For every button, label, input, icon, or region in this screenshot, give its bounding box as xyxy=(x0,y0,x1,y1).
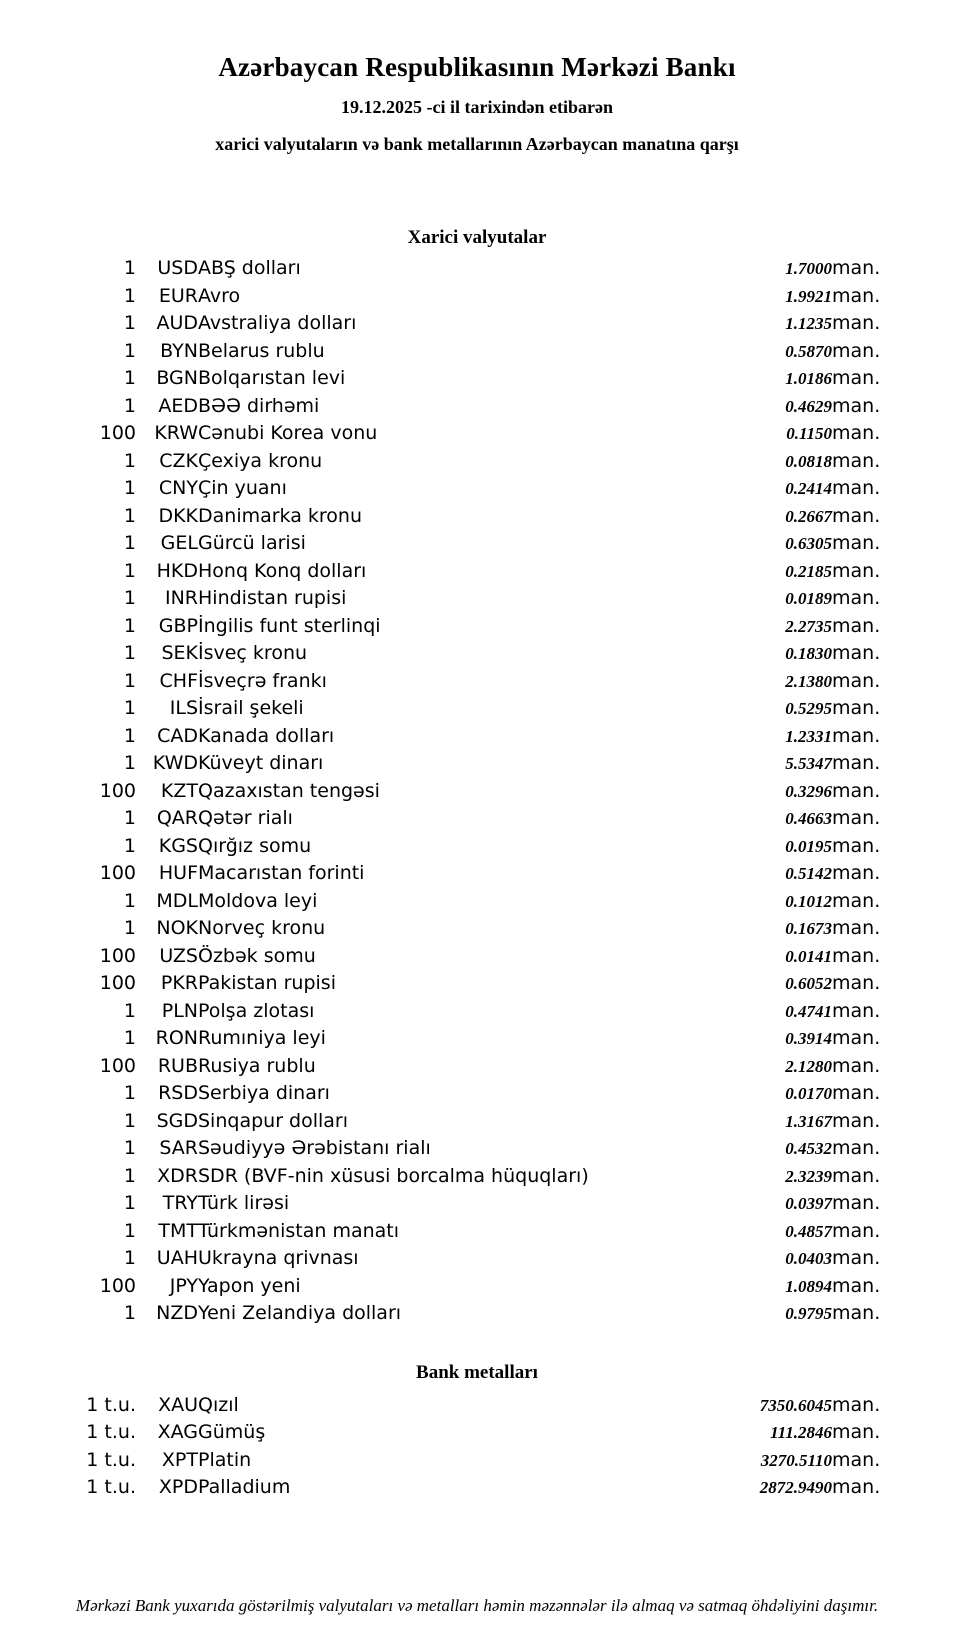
rate-unit: man. xyxy=(832,559,881,582)
rate-quantity: 100 xyxy=(99,1274,136,1297)
table-row xyxy=(60,338,894,366)
rate-name: Norveç kronu xyxy=(198,917,326,939)
rate-code: DKK xyxy=(158,504,198,527)
rate-name: Serbiya dinarı xyxy=(198,1082,330,1104)
table-row xyxy=(60,1300,894,1328)
rate-code: RUB xyxy=(157,1054,198,1077)
table-row xyxy=(60,1053,894,1081)
rate-value: 2.1280 xyxy=(785,1056,832,1076)
rate-quantity: 1 xyxy=(123,504,136,527)
rate-code: JPY xyxy=(169,1274,198,1297)
rate-code: PKR xyxy=(160,972,198,994)
rate-value: 111.2846 xyxy=(770,1423,832,1442)
table-row xyxy=(60,860,894,888)
rate-code: INR xyxy=(164,587,198,609)
rate-unit: man. xyxy=(832,889,881,912)
rate-unit: man. xyxy=(832,1274,881,1297)
rate-quantity: 1 xyxy=(123,312,136,334)
rate-code: XAG xyxy=(157,1421,198,1443)
rate-name: Yeni Zelandiya dolları xyxy=(198,1302,402,1324)
table-row xyxy=(60,1392,894,1420)
rate-unit: man. xyxy=(832,339,881,362)
rate-name: Avro xyxy=(198,284,241,307)
metals-table xyxy=(60,1392,894,1502)
table-row xyxy=(60,1190,894,1218)
rate-code: CZK xyxy=(159,449,198,472)
rate-unit: man. xyxy=(832,669,881,692)
rate-name: İsveç kronu xyxy=(198,642,308,664)
table-row xyxy=(60,1419,894,1447)
table-row xyxy=(60,558,894,586)
rate-quantity: 1 xyxy=(123,834,136,857)
rate-unit: man. xyxy=(832,944,881,967)
table-row xyxy=(60,778,894,806)
rate-value: 7350.6045 xyxy=(759,1395,832,1415)
currencies-heading: Xarici valyutalar xyxy=(407,227,547,248)
rate-unit: man. xyxy=(832,1476,881,1498)
rate-value: 0.0170 xyxy=(785,1084,832,1103)
rate-name: Gürcü larisi xyxy=(198,532,306,554)
rate-code: ILS xyxy=(169,697,198,719)
rate-name: Çexiya kronu xyxy=(198,449,323,472)
rate-name: Palladium xyxy=(198,1476,291,1498)
rate-name: ABŞ dolları xyxy=(198,257,301,279)
rate-value: 5.5347 xyxy=(785,754,832,773)
rate-quantity: 1 xyxy=(123,1164,136,1187)
rate-quantity: 1 xyxy=(123,642,136,664)
rate-quantity: 1 xyxy=(123,1027,136,1049)
rate-unit: man. xyxy=(832,834,881,857)
rate-value: 0.6305 xyxy=(785,534,832,553)
rate-code: UAH xyxy=(156,1247,198,1269)
rate-quantity: 1 xyxy=(123,1302,136,1324)
rate-unit: man. xyxy=(832,422,881,444)
rate-quantity: 1 t.u. xyxy=(86,1393,136,1416)
currencies-table-body xyxy=(60,255,894,1328)
rate-name: Yapon yeni xyxy=(198,1274,301,1297)
rate-name: Belarus rublu xyxy=(198,339,325,362)
table-row xyxy=(60,420,894,448)
table-row xyxy=(60,585,894,613)
rate-quantity: 1 xyxy=(123,449,136,472)
rate-code: KZT xyxy=(160,779,198,802)
rate-name: Türk lirəsi xyxy=(198,1192,290,1214)
rate-quantity: 1 xyxy=(123,889,136,912)
table-row xyxy=(60,393,894,421)
rate-code: TMT xyxy=(158,1219,198,1242)
rate-quantity: 1 xyxy=(123,1109,136,1132)
currencies-table xyxy=(60,255,894,1328)
table-row xyxy=(60,970,894,998)
rate-code: GBP xyxy=(158,614,198,637)
rate-quantity: 1 xyxy=(123,1192,136,1214)
rate-code: AED xyxy=(158,394,198,417)
rate-quantity: 1 xyxy=(123,1219,136,1242)
rate-quantity: 1 xyxy=(123,587,136,609)
rate-value: 1.7000 xyxy=(785,259,832,278)
table-row xyxy=(60,255,894,283)
rate-name: Hindistan rupisi xyxy=(198,587,347,609)
rate-code: KWD xyxy=(152,752,198,774)
rate-name: Küveyt dinarı xyxy=(198,752,324,774)
rate-name: Honq Konq dolları xyxy=(198,559,367,582)
rate-name: İngilis funt sterlinqi xyxy=(198,614,381,637)
rate-name: Çin yuanı xyxy=(198,477,287,499)
rate-value: 0.0818 xyxy=(785,451,832,471)
rate-unit: man. xyxy=(832,367,881,389)
rate-quantity: 100 xyxy=(99,422,136,444)
table-row xyxy=(60,640,894,668)
rate-value: 0.1012 xyxy=(785,891,832,911)
rate-unit: man. xyxy=(832,752,881,774)
rate-code: UZS xyxy=(159,944,198,967)
table-row xyxy=(60,805,894,833)
rate-unit: man. xyxy=(832,312,881,334)
rate-value: 1.2331 xyxy=(785,726,832,746)
rate-code: SAR xyxy=(159,1137,198,1159)
rate-value: 1.0186 xyxy=(785,369,832,388)
effective-date-line: 19.12.2025 -ci il tarixindən etibarən xyxy=(341,97,613,117)
rate-unit: man. xyxy=(832,1027,881,1049)
rate-code: AUD xyxy=(156,312,198,334)
rate-code: XPD xyxy=(158,1476,198,1498)
rate-name: Cənubi Korea vonu xyxy=(198,422,378,444)
rate-unit: man. xyxy=(832,972,881,994)
rate-quantity: 1 xyxy=(123,257,136,279)
page-title: Azərbaycan Respublikasının Mərkəzi Bankı xyxy=(218,52,736,82)
rate-unit: man. xyxy=(832,614,881,637)
rate-name: BƏƏ dirhəmi xyxy=(198,394,320,417)
table-row xyxy=(60,283,894,311)
rate-value: 0.5295 xyxy=(785,699,832,718)
rate-quantity: 1 xyxy=(123,999,136,1022)
rate-name: Pakistan rupisi xyxy=(198,972,336,994)
table-row xyxy=(60,448,894,476)
rate-value: 0.4741 xyxy=(785,1001,832,1021)
table-row xyxy=(60,310,894,338)
table-row xyxy=(60,1245,894,1273)
rate-value: 0.1673 xyxy=(785,919,832,938)
rate-value: 0.0141 xyxy=(785,946,832,966)
rate-quantity: 1 t.u. xyxy=(86,1421,136,1443)
rate-name: Qazaxıstan tengəsi xyxy=(198,779,380,802)
table-row xyxy=(60,1218,894,1246)
rate-unit: man. xyxy=(832,1082,881,1104)
rate-name: İsveçrə frankı xyxy=(198,669,327,692)
rate-unit: man. xyxy=(832,1302,881,1324)
rate-quantity: 1 xyxy=(123,669,136,692)
rate-name: Rumıniya leyi xyxy=(198,1027,326,1049)
rate-unit: man. xyxy=(832,504,881,527)
rate-unit: man. xyxy=(832,1137,881,1159)
rate-unit: man. xyxy=(832,779,881,802)
rate-name: Gümüş xyxy=(198,1421,266,1443)
rate-unit: man. xyxy=(832,1448,881,1471)
rate-value: 0.3296 xyxy=(785,781,832,801)
table-row xyxy=(60,1025,894,1053)
rate-value: 0.5870 xyxy=(785,341,832,361)
rate-unit: man. xyxy=(832,1192,881,1214)
currency-rates-page xyxy=(0,52,954,1638)
rate-code: BYN xyxy=(160,339,198,362)
table-row xyxy=(60,365,894,393)
rate-unit: man. xyxy=(832,449,881,472)
table-row xyxy=(60,695,894,723)
rate-quantity: 1 xyxy=(123,559,136,582)
rate-value: 2.3239 xyxy=(785,1166,832,1186)
rate-value: 2872.9490 xyxy=(759,1478,832,1497)
rate-quantity: 1 xyxy=(123,807,136,829)
rate-unit: man. xyxy=(832,999,881,1022)
rate-quantity: 1 xyxy=(123,367,136,389)
rate-value: 0.5142 xyxy=(785,864,832,883)
rate-quantity: 1 xyxy=(123,1137,136,1159)
table-row xyxy=(60,750,894,778)
metals-table-body xyxy=(60,1392,894,1502)
rate-quantity: 1 xyxy=(123,532,136,554)
rate-value: 0.9795 xyxy=(785,1304,832,1323)
rate-unit: man. xyxy=(832,697,881,719)
rate-code: PLN xyxy=(161,999,198,1022)
rate-name: Kanada dolları xyxy=(198,724,335,747)
rate-code: NOK xyxy=(156,917,198,939)
rate-unit: man. xyxy=(832,1247,881,1269)
rate-name: Moldova leyi xyxy=(198,889,318,912)
rate-code: XPT xyxy=(161,1448,198,1471)
rate-code: QAR xyxy=(156,807,198,829)
rate-value: 0.0397 xyxy=(785,1194,832,1213)
rate-name: Türkmənistan manatı xyxy=(198,1219,400,1242)
rate-unit: man. xyxy=(832,1421,881,1443)
rate-quantity: 1 xyxy=(123,1082,136,1104)
rate-unit: man. xyxy=(832,917,881,939)
rate-name: Bolqarıstan levi xyxy=(198,367,346,389)
rate-unit: man. xyxy=(832,1109,881,1132)
rate-value: 0.1150 xyxy=(786,424,832,443)
rate-unit: man. xyxy=(832,257,881,279)
rate-value: 0.4663 xyxy=(785,809,832,828)
rate-value: 0.0189 xyxy=(785,589,832,608)
table-row xyxy=(60,668,894,696)
rate-quantity: 100 xyxy=(99,972,136,994)
rate-quantity: 100 xyxy=(99,862,136,884)
rate-unit: man. xyxy=(832,1393,881,1416)
rate-value: 2.2735 xyxy=(785,616,832,636)
rate-code: CHF xyxy=(159,669,198,692)
rate-code: KRW xyxy=(154,422,198,444)
rate-unit: man. xyxy=(832,1054,881,1077)
rate-name: İsrail şekeli xyxy=(198,697,304,719)
table-row xyxy=(60,475,894,503)
table-row xyxy=(60,613,894,641)
rate-unit: man. xyxy=(832,394,881,417)
rate-quantity: 1 xyxy=(123,339,136,362)
rate-quantity: 100 xyxy=(99,779,136,802)
table-row xyxy=(60,1474,894,1502)
rate-value: 0.2414 xyxy=(785,479,832,498)
description-line: xarici valyutaların və bank metallarının Azərbaycan manatına qarşı xyxy=(215,134,739,154)
rate-name: Qırğız somu xyxy=(198,834,312,857)
rate-unit: man. xyxy=(832,807,881,829)
rate-value: 0.0195 xyxy=(785,836,832,856)
rate-value: 1.1235 xyxy=(785,314,832,333)
rate-value: 2.1380 xyxy=(785,671,832,691)
table-row xyxy=(60,998,894,1026)
table-row xyxy=(60,1080,894,1108)
rate-name: Səudiyyə Ərəbistanı rialı xyxy=(198,1137,431,1159)
table-row xyxy=(60,530,894,558)
rate-name: Polşa zlotası xyxy=(198,999,315,1022)
rate-code: TRY xyxy=(162,1192,198,1214)
rate-value: 1.9921 xyxy=(785,286,832,306)
rate-quantity: 1 xyxy=(123,752,136,774)
table-row xyxy=(60,888,894,916)
rate-value: 3270.5110 xyxy=(760,1450,832,1470)
table-row xyxy=(60,915,894,943)
rate-name: Qətər rialı xyxy=(198,807,293,829)
rate-name: Macarıstan forinti xyxy=(198,862,365,884)
rate-unit: man. xyxy=(832,532,881,554)
rate-quantity: 1 xyxy=(123,614,136,637)
rate-code: HUF xyxy=(158,862,198,884)
table-row xyxy=(60,943,894,971)
rate-code: HKD xyxy=(156,559,198,582)
rate-quantity: 100 xyxy=(99,1054,136,1077)
rate-code: CNY xyxy=(158,477,198,499)
rate-unit: man. xyxy=(832,862,881,884)
rate-quantity: 1 xyxy=(123,477,136,499)
table-row xyxy=(60,723,894,751)
rate-code: RON xyxy=(155,1027,198,1049)
rate-unit: man. xyxy=(832,724,881,747)
rate-value: 0.6052 xyxy=(785,974,832,993)
rate-code: KGS xyxy=(158,834,198,857)
rate-code: NZD xyxy=(156,1302,198,1324)
rate-code: SEK xyxy=(161,642,198,664)
rate-quantity: 100 xyxy=(99,944,136,967)
rate-code: SGD xyxy=(156,1109,198,1132)
rate-value: 0.4532 xyxy=(785,1139,832,1158)
rate-quantity: 1 xyxy=(123,724,136,747)
rate-name: Özbək somu xyxy=(198,944,316,967)
rate-value: 0.0403 xyxy=(785,1249,832,1268)
rate-unit: man. xyxy=(832,284,881,307)
rate-unit: man. xyxy=(832,477,881,499)
rate-name: Avstraliya dolları xyxy=(198,312,357,334)
rate-value: 1.3167 xyxy=(785,1111,832,1131)
rate-name: Rusiya rublu xyxy=(198,1054,316,1077)
rate-quantity: 1 xyxy=(123,917,136,939)
rate-code: GEL xyxy=(160,532,198,554)
table-row xyxy=(60,1273,894,1301)
table-row xyxy=(60,833,894,861)
table-row xyxy=(60,1447,894,1475)
rate-value: 0.1830 xyxy=(785,644,832,663)
rate-quantity: 1 xyxy=(123,1247,136,1269)
rate-code: MDL xyxy=(156,889,198,912)
rate-code: XAU xyxy=(158,1393,198,1416)
rate-quantity: 1 xyxy=(123,394,136,417)
rate-value: 0.3914 xyxy=(785,1029,832,1048)
rate-code: CAD xyxy=(157,724,198,747)
table-row xyxy=(60,503,894,531)
rate-name: Danimarka kronu xyxy=(198,504,363,527)
rate-unit: man. xyxy=(832,1164,881,1187)
table-row xyxy=(60,1108,894,1136)
rate-value: 1.0894 xyxy=(785,1276,832,1296)
rate-quantity: 1 xyxy=(123,284,136,307)
rate-quantity: 1 t.u. xyxy=(86,1448,136,1471)
table-row xyxy=(60,1135,894,1163)
rate-unit: man. xyxy=(832,587,881,609)
rate-code: XDR xyxy=(157,1164,198,1187)
rate-code: BGN xyxy=(156,367,198,389)
rate-quantity: 1 xyxy=(123,697,136,719)
rate-code: USD xyxy=(157,257,198,279)
rate-name: Ukrayna qrivnası xyxy=(198,1247,359,1269)
rate-name: SDR (BVF-nin xüsusi borcalma hüquqları) xyxy=(198,1164,589,1187)
rate-unit: man. xyxy=(832,1219,881,1242)
rate-code: EUR xyxy=(158,284,198,307)
rate-quantity: 1 t.u. xyxy=(86,1476,136,1498)
rate-code: RSD xyxy=(158,1082,198,1104)
rate-name: Sinqapur dolları xyxy=(198,1109,349,1132)
rate-unit: man. xyxy=(832,642,881,664)
metals-heading: Bank metalları xyxy=(416,1361,538,1383)
rate-name: Qızıl xyxy=(198,1393,239,1416)
rate-value: 0.4629 xyxy=(785,396,832,416)
footer-note: Mərkəzi Bank yuxarıda göstərilmiş valyutaları və metalları həmin məzənnələr ilə almaq və satmaq öhdəliyini daşımır. xyxy=(75,1596,879,1615)
rate-value: 0.4857 xyxy=(785,1221,832,1241)
rate-value: 0.2667 xyxy=(785,506,832,526)
table-row xyxy=(60,1163,894,1191)
rate-value: 0.2185 xyxy=(785,561,832,581)
rate-name: Platin xyxy=(198,1448,252,1471)
